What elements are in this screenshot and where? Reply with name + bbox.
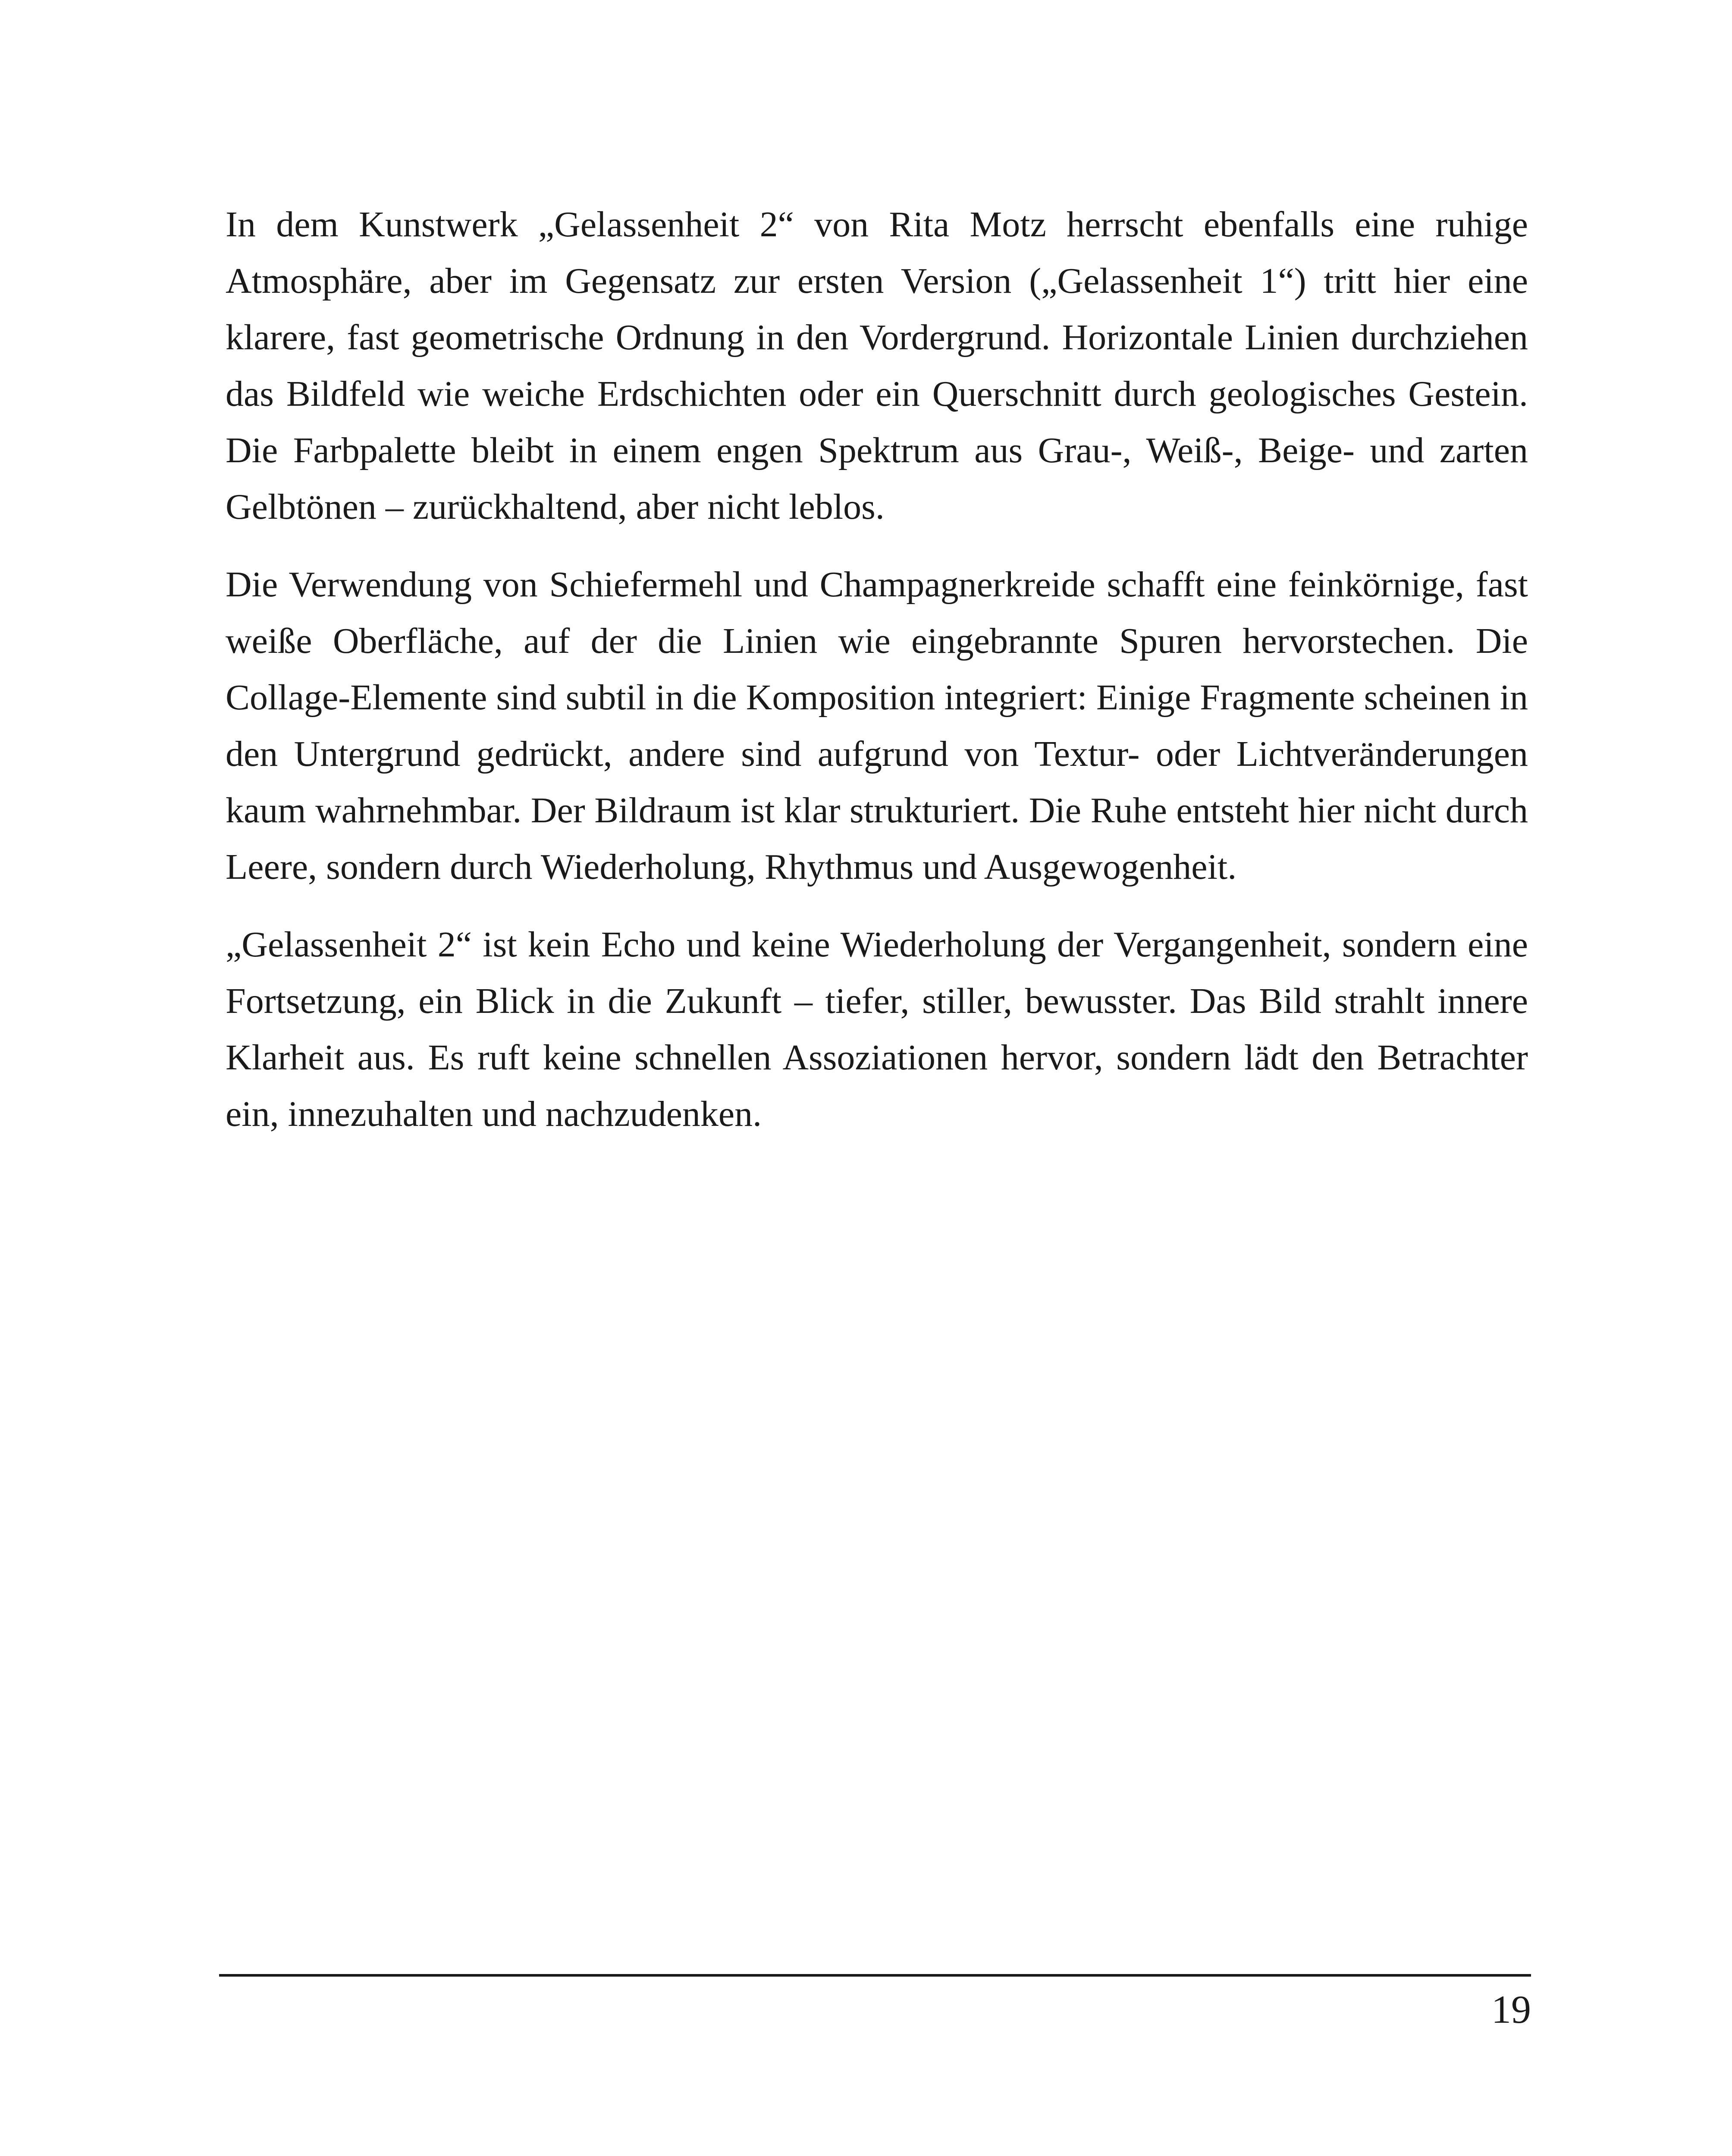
- body-text: [226, 196, 1528, 1163]
- paragraph-2: Die Verwendung von Schiefermehl und Champagnerkreide schafft eine feinkörnige, fast weiße Oberfläche, auf der die Linien wie eingebrannte Spuren hervorstechen. Die Collage-Elemente sind subtil in die Komposition integriert: Einige Fragmente scheinen in den Untergrund gedrückt, andere sind aufgrund von Textur- oder Lichtveränderungen kaum wahrnehmbar. Der Bildraum ist klar strukturiert. Die Ruhe entsteht hier nicht durch Leere, sondern durch Wiederholung, Rhythmus und Ausgewogenheit.: [226, 564, 1528, 887]
- paragraph-3: „Gelassenheit 2“ ist kein Echo und keine Wiederholung der Vergangenheit, sondern eine Fortsetzung, ein Blick in die Zukunft – tiefer, stiller, bewusster. Das Bild strahlt innere Klarheit aus. Es ruft keine schnellen Assoziationen hervor, sondern lädt den Betrachter ein, innezuhalten und nachzudenken.: [226, 924, 1528, 1134]
- paragraph-1: In dem Kunstwerk „Gelassenheit 2“ von Rita Motz herrscht ebenfalls eine ruhige Atmosphäre, aber im Gegensatz zur ersten Version („Gelassenheit 1“) tritt hier eine klarere, fast geometrische Ordnung in den Vordergrund. Horizontale Linien durchziehen das Bildfeld wie weiche Erdschichten oder ein Querschnitt durch geologisches Gestein. Die Farbpalette bleibt in einem engen Spektrum aus Grau-, Weiß-, Beige- und zarten Gelbtönen – zurückhaltend, aber nicht leblos.: [226, 204, 1528, 527]
- footer-divider: [219, 1974, 1531, 1977]
- page-number: 19: [1491, 1987, 1531, 2031]
